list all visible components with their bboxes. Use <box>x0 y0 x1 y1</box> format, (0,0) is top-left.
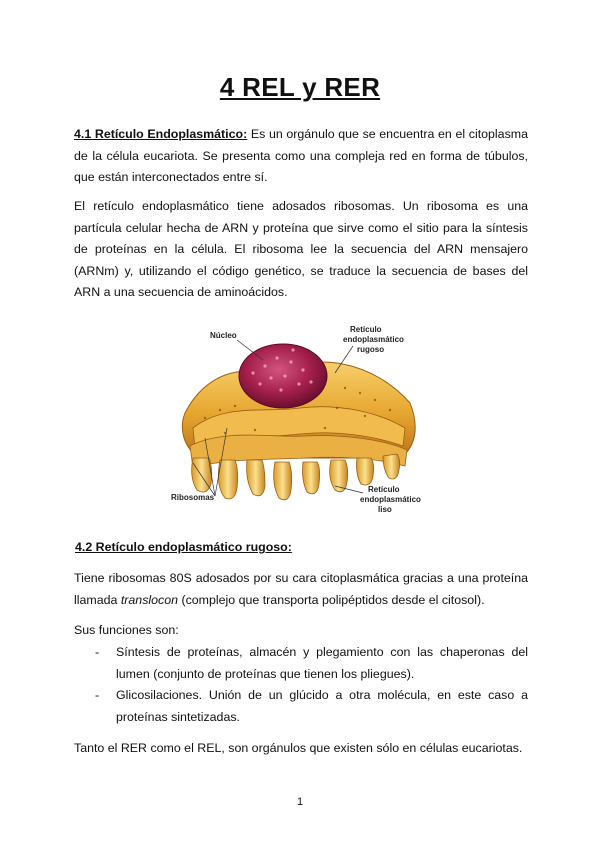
er-illustration <box>165 318 435 518</box>
label-nucleus: Núcleo <box>210 331 237 340</box>
page-number: 1 <box>296 796 304 808</box>
functions-intro: Sus funciones son: <box>74 623 179 637</box>
section2-heading: 4.2 Retículo endoplasmático rugoso: <box>75 540 292 554</box>
section1-intro-text: Es un orgánulo que se encuentra en el citoplasma de la célula eucariota. Se presenta como una compleja red en forma de túbulos, que están interconectados entre sí. <box>74 127 528 184</box>
closing-paragraph: Tanto el RER como el REL, son orgánulos que existen sólo en células eucariotas. <box>74 741 523 755</box>
label-rer-line1: Retículo <box>350 325 382 334</box>
section2-text-a: Tiene ribosomas 80S adosados por su cara citoplasmática gracias a una proteína llamada <box>74 571 528 607</box>
bullet-dash: - <box>95 688 100 702</box>
translocon-term: translocon <box>120 592 179 607</box>
label-rer-line3: rugoso <box>357 345 385 354</box>
list-item <box>95 685 528 728</box>
label-ribosomes: Ribosomas <box>171 493 215 502</box>
section2-paragraph1 <box>74 568 528 611</box>
label-rel-line1: Retículo <box>368 485 400 494</box>
section1-paragraph2: El retículo endoplasmático tiene adosados ribosomas. Un ribosoma es una partícula celular hecha de ARN y proteína que sirve como el sitio para la síntesis de proteínas en la célula. El ribosoma lee la secuencia del ARN mensajero (ARNm) y, utilizando el código genético, se traduce la secuencia de bases del ARN a una secuencia de aminoácidos. <box>74 199 528 299</box>
label-rer-line2: endoplasmático <box>343 335 404 344</box>
label-rel-line3: liso <box>378 505 392 514</box>
section1-heading: 4.1 Retículo Endoplasmático: <box>74 127 248 141</box>
functions-list <box>95 642 528 728</box>
list-item <box>95 642 528 685</box>
section2-text-b: (complejo que transporta polipéptidos desde el citosol). <box>178 592 485 607</box>
function-text: Glicosilaciones. Unión de un glúcido a otra molécula, en este caso a proteínas sintetizadas. <box>116 688 528 724</box>
page-title: 4 REL y RER <box>219 72 381 102</box>
section1-intro-paragraph <box>74 124 528 189</box>
nucleus-shape <box>239 344 327 408</box>
function-text: Síntesis de proteínas, almacén y plegamiento con las chaperonas del lumen (conjunto de proteínas que tienen los pliegues). <box>116 645 528 681</box>
bullet-dash: - <box>95 645 100 659</box>
label-rel-line2: endoplasmático <box>360 495 421 504</box>
